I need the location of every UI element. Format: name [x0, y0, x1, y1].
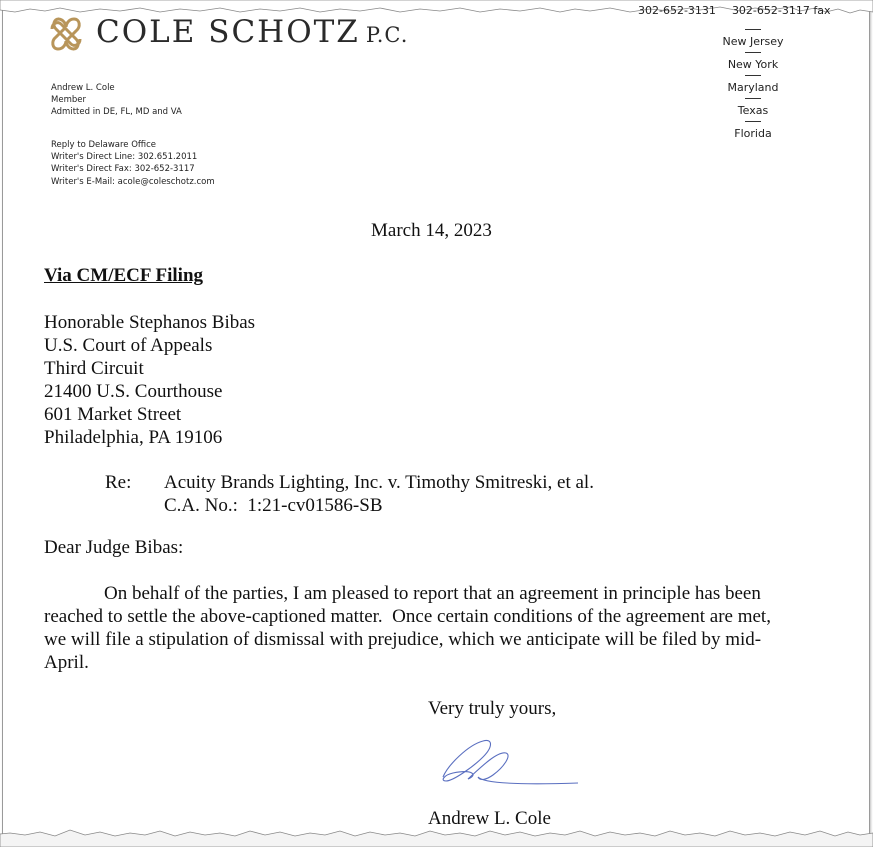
writer-contact: [51, 139, 215, 188]
divider: [745, 29, 761, 30]
writer-email: Writer's E-Mail: acole@coleschotz.com: [51, 176, 215, 187]
divider: [745, 52, 761, 53]
firm-suffix: P.C.: [365, 23, 409, 47]
firm-phones: [638, 4, 830, 17]
firm-name: COLE SCHOTZ: [96, 14, 360, 50]
recipient-line: Philadelphia, PA 19106: [44, 427, 223, 448]
direct-fax: Writer's Direct Fax: 302-652-3117: [51, 164, 195, 175]
closing: Very truly yours,: [428, 698, 557, 719]
signature-image: [438, 735, 583, 795]
writer-info: [51, 82, 182, 118]
direct-line: Writer's Direct Line: 302.651.2011: [51, 152, 198, 163]
recipient-line: 601 Market Street: [44, 404, 182, 425]
salutation: Dear Judge Bibas:: [44, 537, 184, 558]
phone-fax: 302-652-3117 fax: [731, 4, 831, 17]
reply-to: Reply to Delaware Office: [51, 140, 157, 150]
recipient-line: 21400 U.S. Courthouse: [44, 381, 223, 402]
body-line: reached to settle the above-captioned matter. Once certain conditions of the agreement are met,: [44, 606, 771, 627]
office-maryland: Maryland: [727, 81, 779, 94]
writer-admitted: Admitted in DE, FL, MD and VA: [51, 107, 182, 117]
body-line: On behalf of the parties, I am pleased to report that an agreement in principle has been: [104, 583, 761, 604]
firm-name-logo: [96, 14, 408, 50]
signer-name: Andrew L. Cole: [428, 808, 551, 829]
office-list: [700, 24, 806, 139]
phone-main: 302-652-3131: [638, 4, 716, 17]
office-new-york: New York: [727, 58, 779, 71]
divider: [745, 75, 761, 76]
office-texas: Texas: [737, 104, 769, 117]
recipient-line: Honorable Stephanos Bibas: [44, 312, 256, 333]
writer-title: Member: [51, 95, 86, 105]
recipient-line: U.S. Court of Appeals: [44, 335, 213, 356]
body-line: we will file a stipulation of dismissal with prejudice, which we anticipate will be filed by mid-: [44, 629, 762, 650]
torn-edge-bottom: [0, 827, 873, 847]
body-line: April.: [44, 652, 89, 673]
recipient-address: [44, 311, 255, 449]
case-caption: Acuity Brands Lighting, Inc. v. Timothy Smitreski, et al.: [164, 472, 594, 493]
re-subject: [164, 471, 594, 517]
office-new-jersey: New Jersey: [722, 35, 784, 48]
firm-logo-icon: [48, 15, 84, 53]
divider: [745, 98, 761, 99]
divider: [745, 121, 761, 122]
letter-date: March 14, 2023: [371, 220, 492, 241]
office-florida: Florida: [734, 127, 772, 140]
case-number: C.A. No.: 1:21-cv01586-SB: [164, 495, 383, 516]
re-label: Re:: [105, 472, 132, 493]
writer-name: Andrew L. Cole: [51, 83, 115, 93]
recipient-line: Third Circuit: [44, 358, 144, 379]
body-paragraph: [44, 582, 834, 674]
delivery-method: Via CM/ECF Filing: [44, 265, 204, 286]
